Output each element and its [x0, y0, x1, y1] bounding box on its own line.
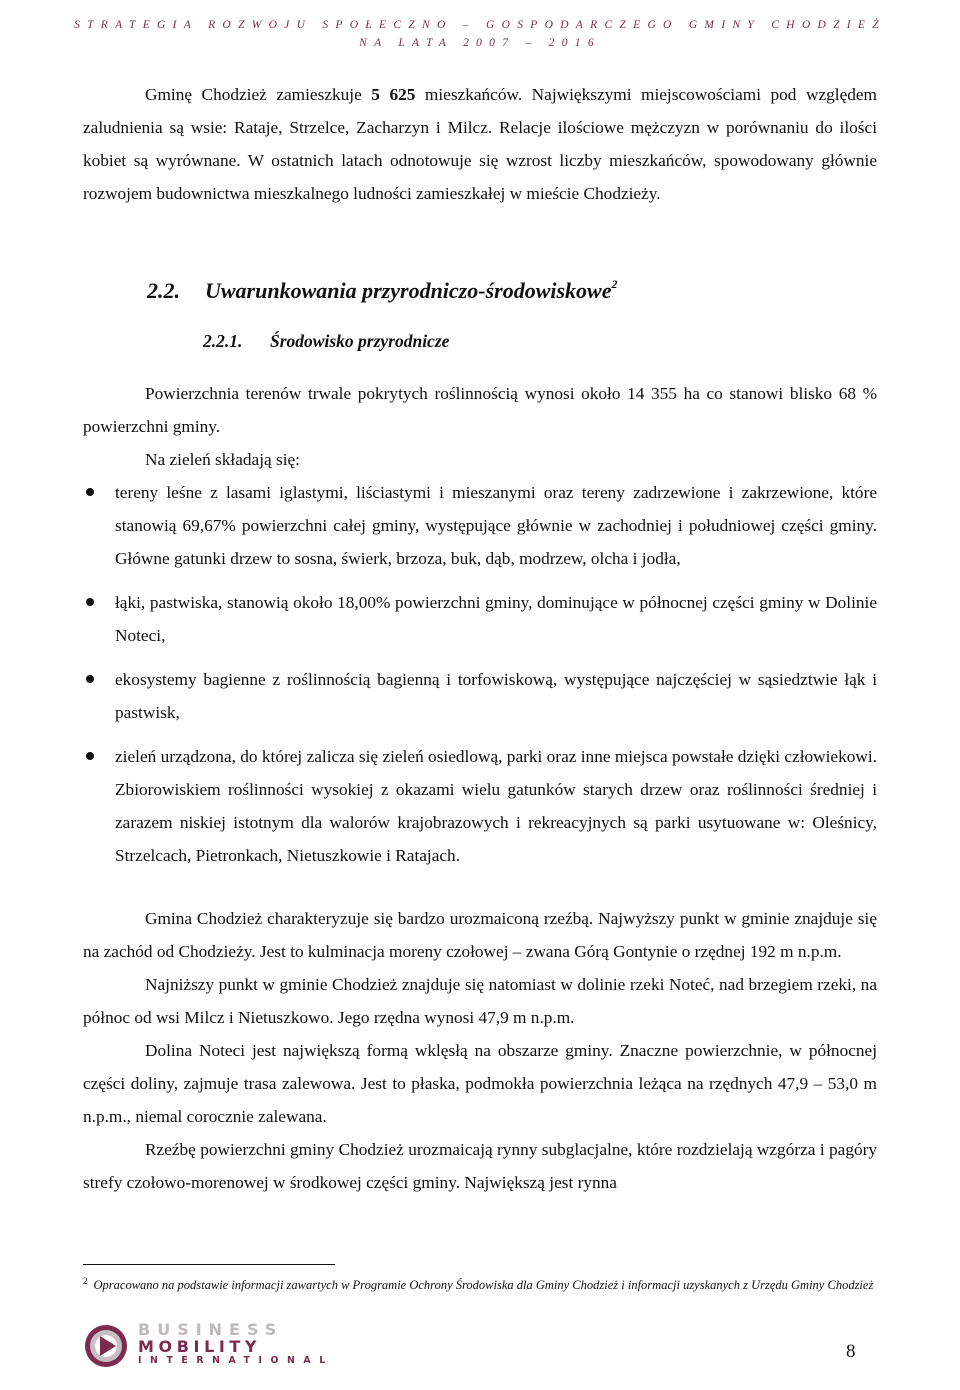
list-item — [83, 476, 877, 575]
list-item-text: tereny leśne z lasami iglastymi, liściastymi i mieszanymi oraz tereny zadrzewione i zakrzewione, które stanowią 69,67% powierzchni całej gminy, występujące głównie w zachodniej i południowej części gminy. Główne gatunki drzew to sosna, świerk, brzoza, buk, dąb, modrzew, olcha i jodła, — [115, 483, 877, 568]
header-line-1: STRATEGIA ROZWOJU SPOŁECZNO – GOSPODARCZEGO GMINY CHODZIEŻ — [74, 19, 886, 31]
section-heading — [147, 278, 617, 304]
section-number: 2.2. — [147, 278, 180, 303]
intro-paragraph — [83, 78, 877, 210]
page-number: 8 — [846, 1341, 856, 1362]
bullet-icon — [86, 488, 94, 496]
list-item — [83, 586, 877, 652]
running-header — [0, 16, 960, 52]
vegetation-paragraph: Powierzchnia terenów trwale pokrytych roślinnością wynosi około 14 355 ha co stanowi blisko 68 % powierzchni gminy. — [83, 384, 877, 436]
list-item-text: zieleń urządzona, do której zalicza się zieleń osiedlową, parki oraz inne miejsca powstałe dzięki człowiekowi. Zbiorowiskiem roślinności wysokiej z okazami wielu gatunków starych drzew oraz roślinności średniej i zarazem niskiej istotnym dla walorów krajobrazowych i rekreacyjnych są parki usytuowane w: Oleśnicy, Strzelcach, Pietronkach, Nietuszkowie i Ratajach. — [115, 747, 877, 865]
notec-valley-paragraph: Dolina Noteci jest największą formą wklęsłą na obszarze gminy. Znaczne powierzchnie, w północnej części doliny, zajmuje trasa zalewowa. Jest to płaska, podmokła powierzchnia leżąca na rzędnych 47,9 – 53,0 m n.p.m., niemal corocznie zalewana. — [83, 1041, 877, 1126]
footnote-reference[interactable]: 2 — [611, 276, 618, 291]
spacer — [83, 883, 877, 902]
logo-wordmark — [138, 1321, 334, 1367]
subsection-title: Środowisko przyrodnicze — [270, 331, 450, 351]
logo-word-international: INTERNATIONAL — [138, 1355, 334, 1366]
footnote-text: Opracowano na podstawie informacji zawartych w Programie Ochrony Środowiska dla Gminy Chodzież i informacji uzyskanych z Urzędu Gminy Chodzież — [93, 1278, 874, 1293]
list-item-text: ekosystemy bagienne z roślinnością bagienną i torfowiskową, występujące najczęściej w sąsiedztwie łąk i pastwisk, — [115, 670, 877, 722]
bmi-circle-logo-icon — [84, 1324, 128, 1368]
subsection-number: 2.2.1. — [203, 331, 243, 351]
main-body — [83, 377, 877, 1199]
list-item — [83, 663, 877, 729]
logo-word-mobility: MOBILITY — [138, 1337, 262, 1356]
company-logo — [84, 1320, 334, 1373]
intro-text-start: Gminę Chodzież zamieszkuje — [145, 85, 372, 104]
lowest-point-paragraph: Najniższy punkt w gminie Chodzież znajduje się natomiast w dolinie rzeki Noteć, nad brzegiem rzeki, na północ od wsi Milcz i Nietuszkowo. Jego rzędna wynosi 47,9 m n.p.m. — [83, 975, 877, 1027]
footnote-marker: 2 — [83, 1276, 88, 1286]
green-areas-intro: Na zieleń składają się: — [145, 450, 300, 469]
relief-paragraph: Gmina Chodzież charakteryzuje się bardzo urozmaiconą rzeźbą. Najwyższy punkt w gminie znajduje się na zachód od Chodzieży. Jest to kulminacja moreny czołowej – zwana Górą Gontynie o rzędnej 192 m n.p.m. — [83, 909, 877, 961]
bullet-icon — [86, 675, 94, 683]
section-title: Uwarunkowania przyrodniczo-środowiskowe — [205, 278, 612, 303]
header-line-2: NA LATA 2007 – 2016 — [359, 37, 601, 49]
list-item — [83, 740, 877, 872]
population-count: 5 625 — [371, 85, 416, 104]
bullet-icon — [86, 598, 94, 606]
green-areas-list — [83, 476, 877, 872]
list-item-text: łąki, pastwiska, stanowią około 18,00% powierzchni gminy, dominujące w północnej części gminy w Dolinie Noteci, — [115, 593, 877, 645]
logo-word-business: BUSINESS — [138, 1320, 284, 1339]
footnote — [83, 1273, 883, 1294]
intro-block — [83, 78, 877, 210]
bullet-icon — [86, 752, 94, 760]
subsection-heading — [203, 331, 449, 352]
intro-text-rest: mieszkańców. Największymi miejscowościami pod względem zaludnienia są wsie: Rataje, Strzelce, Zacharzyn i Milcz. Relacje ilościowe mężczyzn w porównaniu do ilości kobiet są wyrównane. W ostatnich latach odnotowuje się wzrost liczby mieszkańców, spowodowany głównie rozwojem budownictwa mieszkalnego ludności zamieszkałej w mieście Chodzieży. — [83, 85, 877, 203]
footnote-divider — [83, 1264, 335, 1265]
subglacial-paragraph: Rzeźbę powierzchni gminy Chodzież urozmaicają rynny subglacjalne, które rozdzielają wzgórza i pagóry strefy czołowo-morenowej w środkowej części gminy. Największą jest rynna — [83, 1140, 877, 1192]
